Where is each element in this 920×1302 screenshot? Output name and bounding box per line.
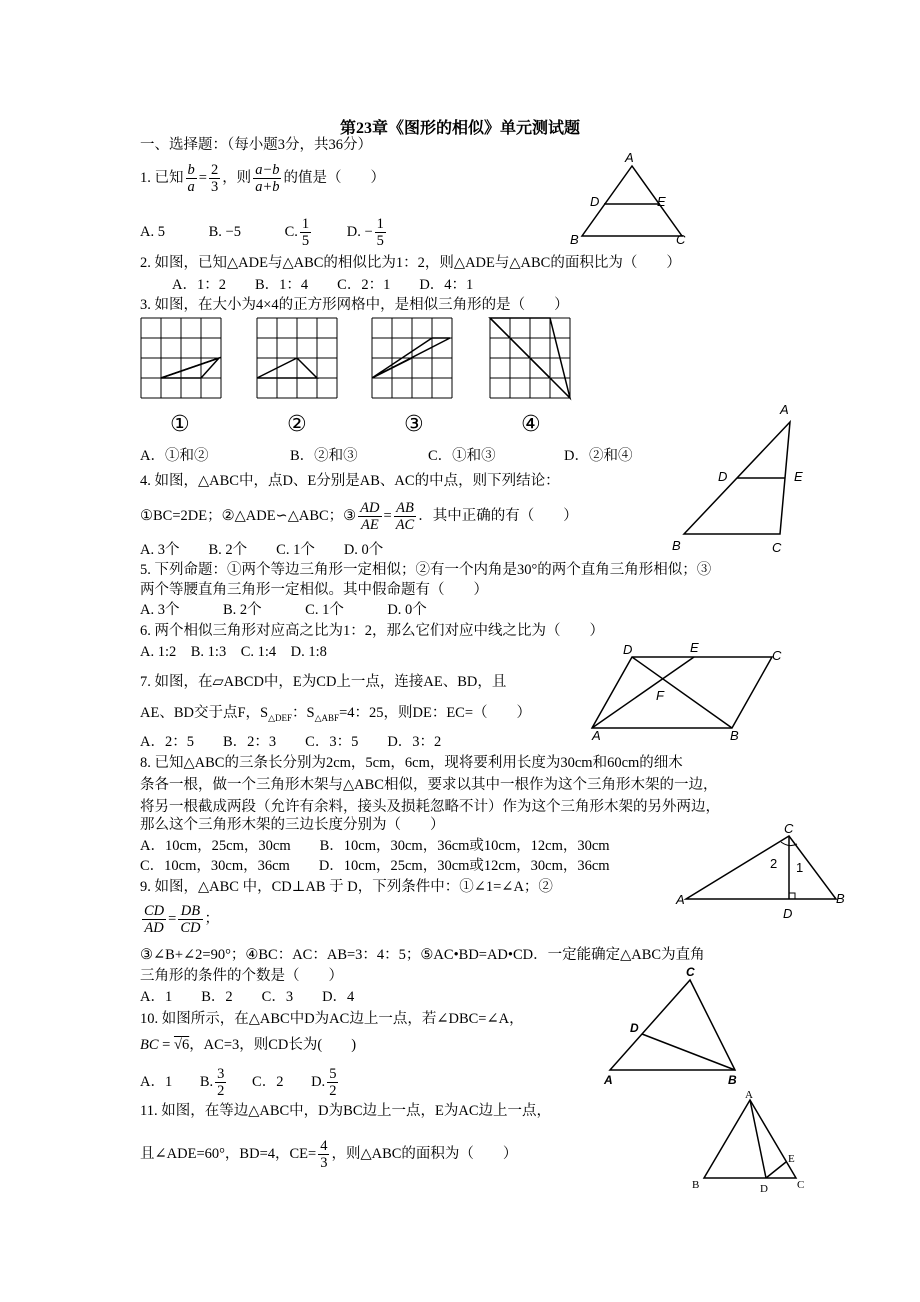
fig10-label-a: A [604, 1073, 613, 1087]
question-9-line-3: ③∠B+∠2=90°；④BC：AC：AB=3：4：5；⑤AC•BD=AD•CD．一定能确定△ABC为直角 [140, 947, 705, 963]
q9-condition-2: $\frac{CD}{AD}$ = $\frac{DB}{CD}$ ； [144, 903, 219, 936]
question-8-line-1: 8. 已知△ABC的三条长分别为2cm，5cm，6cm，现将要利用长度为30cm和60cm的细木 [140, 755, 683, 771]
fig4-label-b: B [672, 538, 681, 553]
fig1-label-c: C [676, 232, 686, 247]
question-9-line-4: 三角形的条件的个数是（ ） [140, 968, 343, 984]
q3-options: A．①和② B．②和③ C．①和③ D．②和④ [140, 448, 633, 464]
fig7-label-a: A [592, 728, 601, 743]
q1-fraction-b-over-a: $\frac{b}{a}$ [187, 162, 195, 195]
q8-options-line-1: A．10cm，25cm，30cm B．10cm，30cm，36cm或10cm，12cm，30cm [140, 838, 610, 854]
grid-figure-4 [490, 318, 570, 398]
q9-options: A．1 B．2 C．3 D．4 [140, 989, 355, 1005]
question-8-line-3: 将另一根截成两段（允许有余料，接头及损耗忽略不计）作为这个三角形木架的另外两边， [140, 799, 720, 815]
question-8-line-4: 那么这个三角形木架的三边长度分别为（ ） [140, 817, 445, 833]
q6-options: A. 1:2 B. 1:3 C. 1:4 D. 1:8 [140, 644, 327, 660]
question-7-line-2: AE、BD交于点F，$S_{\triangle DEF}$：$S_{\triangle ABF}=4$：25，则DE：EC=（ ） [140, 705, 532, 723]
q1-fraction-2-over-3: $\frac{2}{3}$ [210, 162, 219, 195]
fig7-label-b: B [730, 728, 739, 743]
q1-options: A. 5 B. −5 C. $\frac{1}{5}$ D. − $\frac{1}{5}$ [140, 216, 384, 249]
fig4-label-d: D [718, 469, 728, 484]
fig11-label-d: D [760, 1183, 768, 1195]
q11-fraction-4-over-3: $\frac{4}{3}$ [320, 1138, 328, 1171]
question-4: 4. 如图，△ABC中，点D、E分别是AB、AC的中点，则下列结论： [140, 473, 560, 489]
grid-figure-1 [141, 318, 221, 398]
question-7-line-1: 7. 如图，在▱ABCD中，E为CD上一点，连接AE、BD，且 [140, 674, 507, 690]
q10-options: A．1 B. $\frac{3}{2}$ C．2 D. $\frac{5}{2}$ [140, 1066, 337, 1099]
question-5-line-1: 5. 下列命题：①两个等边三角形一定相似；②有一个内角是30°的两个直角三角形相似；③ [140, 562, 712, 578]
question-9-line-1: 9. 如图，△ABC 中，CD⊥AB 于 D，下列条件中：①∠1=∠A；② [140, 879, 553, 895]
fig9-label-1: 1 [796, 860, 804, 875]
question-3: 3. 如图，在大小为4×4的正方形网格中，是相似三角形的是（ ） [140, 297, 569, 313]
q9-fraction-cd-ad: $\frac{CD}{AD}$ [144, 903, 165, 936]
fig1-label-a: A [625, 150, 634, 165]
figure-triangle-abd [600, 966, 750, 1086]
q4-options: A. 3个 B. 2个 C. 1个 D. 0个 [140, 542, 384, 558]
grid-figure-2 [257, 318, 337, 398]
question-5-line-2: 两个等腰直角三角形一定相似。其中假命题有（ ） [140, 582, 488, 598]
figure-equilateral-triangle [690, 1086, 820, 1196]
figure-triangle-midline [672, 402, 812, 555]
fig11-label-a: A [745, 1089, 753, 1101]
fig1-label-d: D [590, 194, 600, 209]
q8-options-line-2: C．10cm，30cm，36cm D．10cm，25cm，30cm或12cm，30cm，36cm [140, 858, 610, 874]
fig7-label-c: C [772, 648, 782, 663]
q5-options: A. 3个 B. 2个 C. 1个 D. 0个 [140, 602, 427, 618]
question-8-line-2: 条各一根，做一个三角形木架与△ABC相似，要求以其中一根作为这个三角形木架的一边， [140, 777, 718, 793]
fig4-label-e: E [794, 469, 803, 484]
figure-parallelogram [592, 640, 802, 743]
question-11-line-1: 11. 如图，在等边△ABC中，D为BC边上一点，E为AC边上一点， [140, 1103, 551, 1119]
q2-options: A．1：2 B．1：4 C．2：1 D．4：1 [172, 277, 474, 293]
fig10-label-d: D [630, 1021, 639, 1035]
question-2: 2. 如图，已知△ADE与△ABC的相似比为1：2，则△ADE与△ABC的面积比为（ ） [140, 255, 681, 271]
fig9-label-a: A [676, 892, 685, 907]
grid-figure-3 [372, 318, 452, 398]
fig9-label-2: 2 [770, 856, 778, 871]
question-6: 6. 两个相似三角形对应高之比为1：2，那么它们对应中线之比为（ ） [140, 623, 604, 639]
question-10-line-1: 10. 如图所示，在△ABC中D为AC边上一点，若∠DBC=∠A， [140, 1011, 524, 1027]
fig11-label-c: C [797, 1179, 805, 1191]
page-title: 第23章《图形的相似》单元测试题 [339, 120, 580, 137]
q1-prefix: 1. 已知 [140, 169, 184, 186]
q4-fraction-ab-ac: $\frac{AB}{AC}$ [395, 500, 415, 533]
fig10-label-b: B [728, 1073, 737, 1087]
q4-statements: ①BC=2DE；②△ADE∽△ABC；③ $\frac{AD}{AE}$ = $\frac{AB}{AC}$ ．其中正确的有（ ） [140, 500, 578, 533]
figure-triangle-ade-abc [570, 150, 690, 250]
fig4-label-a: A [780, 402, 789, 417]
question-11-line-2: 且∠ADE=60°，BD=4，CE= $\frac{4}{3}$ ，则△ABC的面积为（ ） [140, 1138, 518, 1171]
section-heading: 一、选择题：（每小题3分，共36分） [140, 137, 372, 153]
grid-label-3: ③ [404, 412, 424, 437]
figure-right-triangle-altitude [676, 820, 846, 920]
fig7-label-f: F [656, 688, 664, 703]
q10-option-d-fraction: $\frac{5}{2}$ [329, 1066, 337, 1099]
fig4-label-c: C [772, 540, 782, 555]
question-10-line-2: BC = √6，AC=3，则CD长为( ) [140, 1037, 357, 1053]
fig9-label-d: D [783, 906, 793, 921]
grid-label-1: ① [170, 412, 190, 437]
fig7-label-d: D [623, 642, 633, 657]
q7-options: A．2：5 B．2：3 C．3：5 D．3：2 [140, 734, 442, 750]
fig11-label-b: B [692, 1179, 700, 1191]
q1-option-d-fraction: $\frac{1}{5}$ [376, 216, 384, 249]
q9-fraction-db-cd: $\frac{DB}{CD}$ [180, 903, 201, 936]
fig9-label-b: B [836, 891, 845, 906]
grid-label-2: ② [287, 412, 307, 437]
fig1-label-b: B [570, 232, 579, 247]
fig7-label-e: E [690, 640, 699, 655]
q1-option-c-fraction: $\frac{1}{5}$ [301, 216, 310, 249]
q4-fraction-ad-ae: $\frac{AD}{AE}$ [360, 500, 380, 533]
grid-label-4: ④ [521, 412, 541, 437]
q10-option-b-fraction: $\frac{3}{2}$ [217, 1066, 225, 1099]
fig1-label-e: E [657, 194, 666, 209]
question-1: 1. 已知 $\frac{b}{a}$ = $\frac{2}{3}$ ，则 $\frac{a-b}{a+b}$ 的值是（ ） [140, 162, 385, 195]
fig9-label-c: C [784, 821, 794, 836]
fig11-label-e: E [788, 1153, 795, 1165]
fig10-label-c: C [686, 965, 695, 979]
q1-fraction-expr: $\frac{a-b}{a+b}$ [255, 162, 280, 195]
